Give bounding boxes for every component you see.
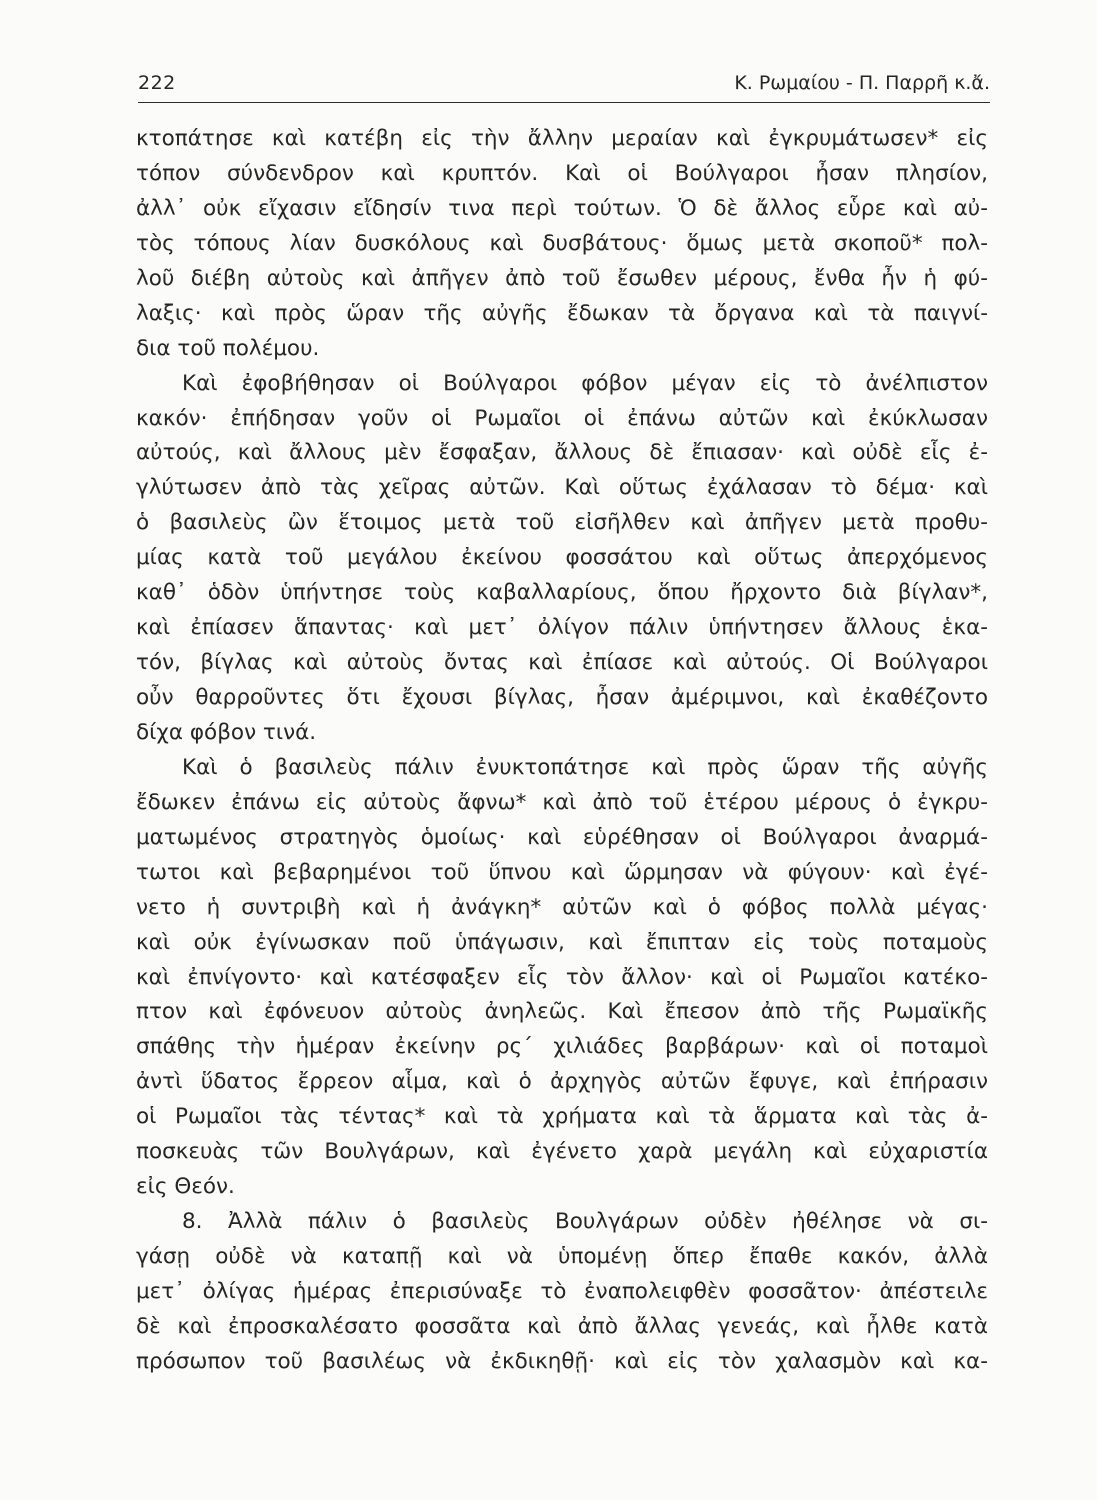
text-line: καὶ ἐπίασεν ἅπαντας· καὶ μετ᾽ ὀλίγον πάλιν ὑπήντησεν ἄλλους ἑκα- xyxy=(136,615,988,641)
text-line: πρόσωπον τοῦ βασιλέως νὰ ἐκδικηθῇ· καὶ εἰς τὸν χαλασμὸν καὶ κα- xyxy=(136,1348,988,1374)
text-line: δὲ καὶ ἐπροσκαλέσατο φοσσᾶτα καὶ ἀπὸ ἄλλας γενεάς, καὶ ἦλθε κατὰ xyxy=(136,1313,988,1339)
text-line: εἰς Θεόν. xyxy=(136,1174,235,1200)
text-line: πτον καὶ ἐφόνευον αὐτοὺς ἀνηλεῶς. Καὶ ἔπεσον ἀπὸ τῆς Ρωμαϊκῆς xyxy=(136,999,988,1025)
text-line: τόν, βίγλας καὶ αὐτοὺς ὄντας καὶ ἐπίασε καὶ αὐτούς. Οἱ Βούλγαροι xyxy=(136,650,988,676)
text-line: ἀντὶ ὕδατος ἔρρεον αἷμα, καὶ ὁ ἀρχηγὸς αὐτῶν ἔφυγε, καὶ ἐπήρασιν xyxy=(136,1069,988,1095)
text-line: ματωμένος στρατηγὸς ὁμοίως· καὶ εὑρέθησαν οἱ Βούλγαροι ἀναρμά- xyxy=(136,824,988,850)
text-line: μετ᾽ ὀλίγας ἡμέρας ἐπερισύναξε τὸ ἐναπολειφθὲν φοσσᾶτον· ἀπέστειλε xyxy=(136,1278,988,1304)
text-line: καθ᾽ ὁδὸν ὑπήντησε τοὺς καβαλλαρίους, ὅπου ἤρχοντο διὰ βίγλαν*, xyxy=(136,580,988,606)
page-number: 222 xyxy=(138,72,176,94)
text-line: λοῦ διέβη αὐτοὺς καὶ ἀπῆγεν ἀπὸ τοῦ ἔσωθεν μέρους, ἔνθα ἦν ἡ φύ- xyxy=(136,265,988,291)
body-text xyxy=(136,122,988,1380)
text-line: μίας κατὰ τοῦ μεγάλου ἐκείνου φοσσάτου καὶ οὕτως ἀπερχόμενος xyxy=(136,545,988,571)
text-line: γάσῃ οὐδὲ νὰ καταπῇ καὶ νὰ ὑπομένῃ ὅπερ ἔπαθε κακόν, ἀλλὰ xyxy=(136,1244,988,1269)
text-line: σπάθης τὴν ἡμέραν ἐκείνην ρς΄ χιλιάδες βαρβάρων· καὶ οἱ ποταμοὶ xyxy=(136,1034,988,1060)
text-line: αὐτούς, καὶ ἄλλους μὲν ἔσφαξαν, ἄλλους δὲ ἔπιασαν· καὶ οὐδὲ εἷς ἐ- xyxy=(136,440,988,466)
text-line: κτοπάτησε καὶ κατέβη εἰς τὴν ἄλλην μεραίαν καὶ ἐγκρυμάτωσεν* εἰς xyxy=(136,126,988,151)
text-line: 8. Ἀλλὰ πάλιν ὁ βασιλεὺς Βουλγάρων οὐδὲν ἠθέλησε νὰ σι- xyxy=(182,1209,988,1235)
text-line: γλύτωσεν ἀπὸ τὰς χεῖρας αὐτῶν. Καὶ οὕτως ἐχάλασαν τὸ δέμα· καὶ xyxy=(136,475,988,501)
text-line: καὶ ἐπνίγοντο· καὶ κατέσφαξεν εἷς τὸν ἄλλον· καὶ οἱ Ρωμαῖοι κατέκο- xyxy=(136,964,988,990)
running-head: Κ. Ρωμαίου - Π. Παρρῆ κ.ἄ. xyxy=(734,72,990,94)
text-line: τόπον σύνδενδρον καὶ κρυπτόν. Καὶ οἱ Βούλγαροι ἦσαν πλησίον, xyxy=(136,160,988,186)
text-line: τωτοι καὶ βεβαρημένοι τοῦ ὕπνου καὶ ὥρμησαν νὰ φύγουν· καὶ ἐγέ- xyxy=(136,859,988,885)
text-line: δια τοῦ πολέμου. xyxy=(136,335,320,361)
page-header xyxy=(138,72,990,102)
text-line: ὁ βασιλεὺς ὢν ἕτοιμος μετὰ τοῦ εἰσῆλθεν καὶ ἀπῆγεν μετὰ προθυ- xyxy=(136,510,988,536)
text-line: Καὶ ὁ βασιλεὺς πάλιν ἐνυκτοπάτησε καὶ πρὸς ὥραν τῆς αὐγῆς xyxy=(182,754,988,780)
text-line: τὸς τόπους λίαν δυσκόλους καὶ δυσβάτους· ὅμως μετὰ σκοποῦ* πολ- xyxy=(136,230,988,256)
text-line: οἱ Ρωμαῖοι τὰς τέντας* καὶ τὰ χρήματα καὶ τὰ ἅρματα καὶ τὰς ἀ- xyxy=(136,1104,988,1130)
text-line: Καὶ ἐφοβήθησαν οἱ Βούλγαροι φόβον μέγαν εἰς τὸ ἀνέλπιστον xyxy=(182,370,988,396)
header-rule xyxy=(138,102,990,103)
text-line: ἔδωκεν ἐπάνω εἰς αὐτοὺς ἄφνω* καὶ ἀπὸ τοῦ ἑτέρου μέρους ὁ ἐγκρυ- xyxy=(136,789,988,815)
text-line: καὶ οὐκ ἐγίνωσκαν ποῦ ὑπάγωσιν, καὶ ἔπιπταν εἰς τοὺς ποταμοὺς xyxy=(136,929,988,955)
text-line: νετο ἡ συντριβὴ καὶ ἡ ἀνάγκη* αὐτῶν καὶ ὁ φόβος πολλὰ μέγας· xyxy=(136,894,988,920)
text-line: λαξις· καὶ πρὸς ὥραν τῆς αὐγῆς ἔδωκαν τὰ ὄργανα καὶ τὰ παιγνί- xyxy=(136,300,988,326)
text-line: δίχα φόβον τινά. xyxy=(136,719,317,745)
text-line: οὖν θαρροῦντες ὅτι ἔχουσι βίγλας, ἦσαν ἀμέριμνοι, καὶ ἐκαθέζοντο xyxy=(136,685,988,710)
text-line: ποσκευὰς τῶν Βουλγάρων, καὶ ἐγένετο χαρὰ μεγάλη καὶ εὐχαριστία xyxy=(136,1139,988,1165)
text-line: ἀλλ᾽ οὐκ εἴχασιν εἴδησίν τινα περὶ τούτων. Ὁ δὲ ἄλλος εὗρε καὶ αὐ- xyxy=(136,195,988,221)
text-line: κακόν· ἐπήδησαν γοῦν οἱ Ρωμαῖοι οἱ ἐπάνω αὐτῶν καὶ ἐκύκλωσαν xyxy=(136,405,988,431)
